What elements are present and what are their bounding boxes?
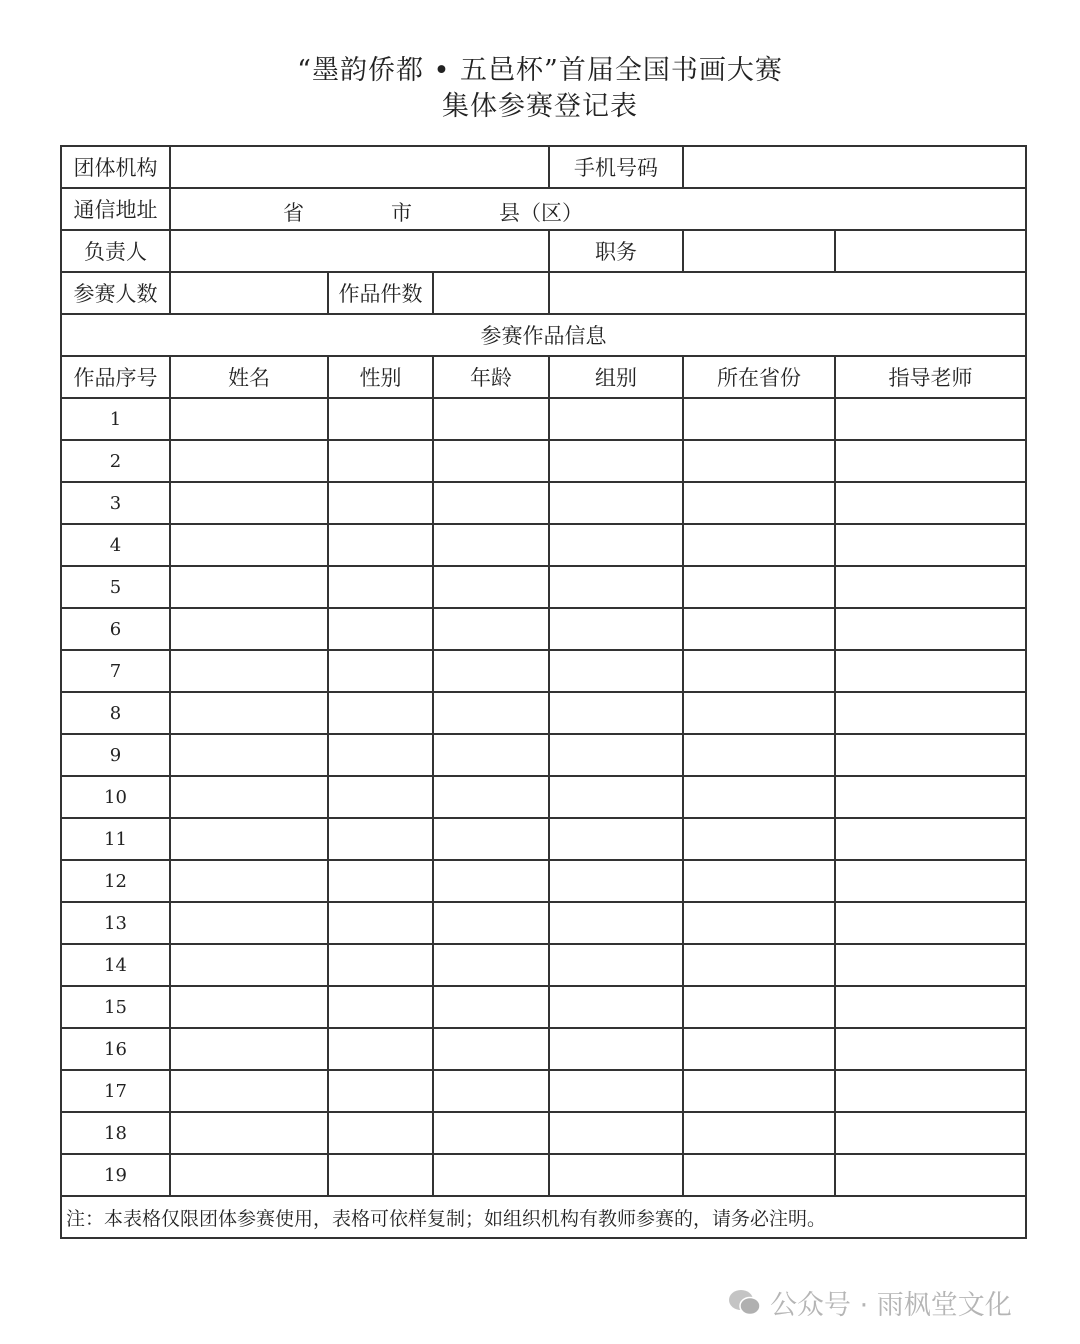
table-cell[interactable] <box>835 398 1026 440</box>
table-cell[interactable] <box>549 986 683 1028</box>
table-row <box>61 1070 1026 1112</box>
table-cell[interactable] <box>433 860 549 902</box>
table-row <box>61 818 1026 860</box>
row-number: 8 <box>61 692 170 734</box>
phone-label: 手机号码 <box>549 146 683 188</box>
table-cell[interactable] <box>328 860 433 902</box>
table-cell[interactable] <box>683 524 835 566</box>
table-cell[interactable] <box>433 440 549 482</box>
table-cell[interactable] <box>328 902 433 944</box>
table-cell[interactable] <box>835 440 1026 482</box>
table-cell[interactable] <box>835 608 1026 650</box>
table-cell[interactable] <box>433 692 549 734</box>
table-cell[interactable] <box>835 650 1026 692</box>
table-cell[interactable] <box>549 566 683 608</box>
leader-label: 负责人 <box>61 230 170 272</box>
table-cell[interactable] <box>433 986 549 1028</box>
table-row <box>61 398 1026 440</box>
column-header: 指导老师 <box>835 356 1026 398</box>
table-cell[interactable] <box>549 398 683 440</box>
column-header: 作品序号 <box>61 356 170 398</box>
table-cell[interactable] <box>433 818 549 860</box>
table-cell[interactable] <box>328 944 433 986</box>
org-label: 团体机构 <box>61 146 170 188</box>
row-number: 17 <box>61 1070 170 1112</box>
table-cell[interactable] <box>170 776 328 818</box>
table-row <box>61 1154 1026 1196</box>
leader-field[interactable] <box>170 230 549 272</box>
table-cell[interactable] <box>328 818 433 860</box>
table-cell[interactable] <box>328 1028 433 1070</box>
column-header: 姓名 <box>170 356 328 398</box>
section-title: 参赛作品信息 <box>61 314 1026 356</box>
table-cell[interactable] <box>170 692 328 734</box>
table-cell[interactable] <box>835 524 1026 566</box>
table-cell[interactable] <box>433 398 549 440</box>
table-cell[interactable] <box>170 944 328 986</box>
address-field[interactable] <box>170 188 1026 230</box>
table-cell[interactable] <box>549 860 683 902</box>
table-row <box>61 566 1026 608</box>
table-row <box>61 860 1026 902</box>
table-cell[interactable] <box>683 482 835 524</box>
table-row <box>61 1112 1026 1154</box>
table-cell[interactable] <box>433 482 549 524</box>
table-cell[interactable] <box>170 1070 328 1112</box>
participants-field[interactable] <box>170 272 328 314</box>
row-number: 13 <box>61 902 170 944</box>
row-number: 16 <box>61 1028 170 1070</box>
address-label: 通信地址 <box>61 188 170 230</box>
table-cell[interactable] <box>433 1154 549 1196</box>
row-number: 9 <box>61 734 170 776</box>
table-cell[interactable] <box>549 524 683 566</box>
table-cell[interactable] <box>683 1112 835 1154</box>
row-number: 2 <box>61 440 170 482</box>
participants-label: 参赛人数 <box>61 272 170 314</box>
table-cell[interactable] <box>835 1028 1026 1070</box>
org-field[interactable] <box>170 146 549 188</box>
row-number: 15 <box>61 986 170 1028</box>
table-cell[interactable] <box>433 902 549 944</box>
city-label: 市 <box>391 201 412 225</box>
table-row <box>61 986 1026 1028</box>
table-cell[interactable] <box>683 776 835 818</box>
table-cell[interactable] <box>433 944 549 986</box>
registration-table <box>60 145 1027 1239</box>
table-cell[interactable] <box>835 734 1026 776</box>
watermark <box>728 1283 1012 1322</box>
table-cell[interactable] <box>549 734 683 776</box>
table-cell[interactable] <box>549 650 683 692</box>
table-cell[interactable] <box>328 1070 433 1112</box>
table-cell[interactable] <box>683 986 835 1028</box>
table-cell[interactable] <box>433 1112 549 1154</box>
table-cell[interactable] <box>683 440 835 482</box>
table-cell[interactable] <box>170 986 328 1028</box>
table-cell[interactable] <box>170 1112 328 1154</box>
table-cell[interactable] <box>328 566 433 608</box>
table-cell[interactable] <box>549 1070 683 1112</box>
table-cell[interactable] <box>549 776 683 818</box>
table-row <box>61 1028 1026 1070</box>
table-cell[interactable] <box>328 482 433 524</box>
table-cell[interactable] <box>170 1154 328 1196</box>
table-cell[interactable] <box>683 1154 835 1196</box>
table-cell[interactable] <box>433 566 549 608</box>
table-cell[interactable] <box>328 524 433 566</box>
form-title: “墨韵侨都 • 五邑杯”首届全国书画大赛 <box>297 55 783 86</box>
table-cell[interactable] <box>683 860 835 902</box>
table-row <box>61 734 1026 776</box>
row-number: 4 <box>61 524 170 566</box>
table-cell[interactable] <box>683 650 835 692</box>
table-cell[interactable] <box>549 902 683 944</box>
row-number: 1 <box>61 398 170 440</box>
table-row <box>61 524 1026 566</box>
column-header: 年龄 <box>433 356 549 398</box>
table-cell[interactable] <box>683 566 835 608</box>
table-cell[interactable] <box>433 524 549 566</box>
row-number: 6 <box>61 608 170 650</box>
works-count-label: 作品件数 <box>328 272 433 314</box>
table-cell[interactable] <box>683 1070 835 1112</box>
table-cell[interactable] <box>835 1070 1026 1112</box>
table-cell[interactable] <box>328 650 433 692</box>
table-cell[interactable] <box>328 1154 433 1196</box>
column-header: 性别 <box>328 356 433 398</box>
row-number: 19 <box>61 1154 170 1196</box>
table-row <box>61 482 1026 524</box>
table-cell[interactable] <box>170 1028 328 1070</box>
footnote: 注：本表格仅限团体参赛使用，表格可依样复制；如组织机构有教师参赛的，请务必注明。 <box>61 1196 1026 1238</box>
table-cell[interactable] <box>835 1154 1026 1196</box>
table-cell[interactable] <box>328 692 433 734</box>
table-cell[interactable] <box>433 608 549 650</box>
table-cell[interactable] <box>683 608 835 650</box>
table-cell[interactable] <box>433 1028 549 1070</box>
table-row <box>61 440 1026 482</box>
table-cell[interactable] <box>549 440 683 482</box>
table-cell[interactable] <box>835 944 1026 986</box>
table-cell[interactable] <box>683 818 835 860</box>
table-cell[interactable] <box>328 776 433 818</box>
county-label: 县（区） <box>499 201 583 225</box>
table-cell[interactable] <box>170 608 328 650</box>
table-cell[interactable] <box>549 944 683 986</box>
table-cell[interactable] <box>433 776 549 818</box>
table-cell[interactable] <box>549 482 683 524</box>
table-cell[interactable] <box>433 734 549 776</box>
table-cell[interactable] <box>549 818 683 860</box>
table-cell[interactable] <box>170 860 328 902</box>
table-cell[interactable] <box>835 860 1026 902</box>
table-cell[interactable] <box>683 692 835 734</box>
table-cell[interactable] <box>170 734 328 776</box>
row-number: 12 <box>61 860 170 902</box>
table-cell[interactable] <box>328 398 433 440</box>
table-cell[interactable] <box>328 1112 433 1154</box>
table-row <box>61 692 1026 734</box>
table-cell[interactable] <box>328 734 433 776</box>
table-cell[interactable] <box>683 944 835 986</box>
row-number: 18 <box>61 1112 170 1154</box>
row-number: 5 <box>61 566 170 608</box>
table-cell[interactable] <box>170 524 328 566</box>
table-cell[interactable] <box>683 398 835 440</box>
row-number: 14 <box>61 944 170 986</box>
table-cell[interactable] <box>683 1028 835 1070</box>
table-cell[interactable] <box>835 776 1026 818</box>
table-cell[interactable] <box>170 650 328 692</box>
table-cell[interactable] <box>683 902 835 944</box>
table-cell[interactable] <box>835 482 1026 524</box>
table-cell[interactable] <box>328 440 433 482</box>
table-cell[interactable] <box>549 608 683 650</box>
position-extra-field[interactable] <box>835 230 1026 272</box>
table-cell[interactable] <box>835 692 1026 734</box>
blank-field[interactable] <box>549 272 1026 314</box>
table-cell[interactable] <box>549 692 683 734</box>
works-count-field[interactable] <box>433 272 549 314</box>
table-cell[interactable] <box>835 566 1026 608</box>
table-row <box>61 944 1026 986</box>
table-cell[interactable] <box>170 902 328 944</box>
table-cell[interactable] <box>170 398 328 440</box>
table-cell[interactable] <box>328 986 433 1028</box>
position-label: 职务 <box>549 230 683 272</box>
column-header: 组别 <box>549 356 683 398</box>
row-number: 3 <box>61 482 170 524</box>
table-cell[interactable] <box>835 986 1026 1028</box>
table-cell[interactable] <box>433 1070 549 1112</box>
table-row <box>61 902 1026 944</box>
row-number: 7 <box>61 650 170 692</box>
table-cell[interactable] <box>170 566 328 608</box>
table-cell[interactable] <box>170 440 328 482</box>
table-cell[interactable] <box>433 650 549 692</box>
position-field[interactable] <box>683 230 835 272</box>
table-cell[interactable] <box>549 1028 683 1070</box>
wechat-icon <box>728 1288 762 1318</box>
table-cell[interactable] <box>170 818 328 860</box>
table-row <box>61 650 1026 692</box>
table-cell[interactable] <box>835 818 1026 860</box>
column-header: 所在省份 <box>683 356 835 398</box>
row-number: 10 <box>61 776 170 818</box>
table-cell[interactable] <box>683 734 835 776</box>
row-number: 11 <box>61 818 170 860</box>
table-cell[interactable] <box>835 902 1026 944</box>
table-row <box>61 776 1026 818</box>
province-label: 省 <box>283 201 304 225</box>
table-cell[interactable] <box>170 482 328 524</box>
table-cell[interactable] <box>328 608 433 650</box>
table-row <box>61 608 1026 650</box>
form-subtitle: 集体参赛登记表 <box>442 91 638 122</box>
phone-field[interactable] <box>683 146 1026 188</box>
table-cell[interactable] <box>835 1112 1026 1154</box>
table-cell[interactable] <box>549 1112 683 1154</box>
watermark-text: 公众号 · 雨枫堂文化 <box>770 1290 1012 1321</box>
table-cell[interactable] <box>549 1154 683 1196</box>
